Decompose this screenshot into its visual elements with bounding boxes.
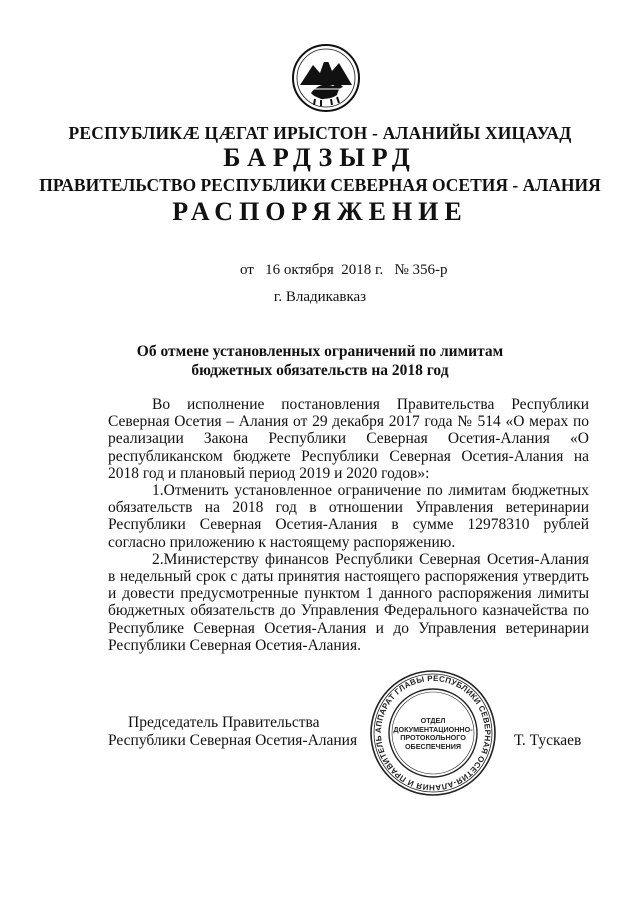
city: г. Владикавказ: [273, 289, 367, 305]
russian-government-title: ПРАВИТЕЛЬСТВО РЕСПУБЛИКИ СЕВЕРНАЯ ОСЕТИЯ - АЛАНИЯ: [39, 175, 601, 195]
ossetian-document-type: БАРДЗЫРД: [223, 143, 417, 172]
stamp-ring-text: АППАРАТ ГЛАВЫ РЕСПУБЛИКИ СЕВЕРНАЯ ОСЕТИЯ-АЛАНИЯ И ПРАВИТЕЛЬ: [373, 673, 493, 793]
stamp-line-2: ДОКУМЕНТАЦИОННО-: [393, 724, 473, 734]
stamp-line-1: ОТДЕЛ: [420, 716, 446, 725]
subject-line-1: Об отмене установленных ограничений по лимитам: [136, 343, 504, 360]
ossetian-government-title: РЕСПУБЛИКӔ ЦӔГАТ ИРЫСТОН - АЛАНИЙЫ ХИЦАУАД: [68, 123, 572, 143]
stamp-line-3: ПРОТОКОЛЬНОГО: [400, 733, 466, 743]
russian-document-type: РАСПОРЯЖЕНИЕ: [172, 197, 468, 226]
stamp-line-4: ОБЕСПЕЧЕНИЯ: [404, 741, 462, 751]
date-and-number: от 16 октября 2018 г. № 356-р: [240, 262, 448, 278]
document-subject: [0, 342, 640, 380]
stamp-center-text: [369, 717, 497, 751]
preamble-paragraph: Во исполнение постановления Правительства Республики Северная Осетия – Алания от 29 декабря 2017 года № 514 «О мерах по реализации Закона Республики Северная Осетия-Алания «О республиканском бюджете Республики Северная Осетия-Алания на 2018 год и плановый период 2019 и 2020 годов»:: [108, 396, 589, 482]
signatory-position-line-1: Председатель Правительства: [128, 714, 320, 731]
subject-line-2: бюджетных обязательств на 2018 год: [191, 362, 449, 379]
signatory-position: [108, 714, 357, 750]
official-stamp: [369, 669, 497, 797]
signatory-name: Т. Тускаев: [514, 732, 582, 749]
clause-2-paragraph: 2.Министерству финансов Республики Северная Осетия-Алания в недельный срок с даты принятия настоящего распоряжения утвердить и довести предусмотренные пунктом 1 данного распоряжения лимиты бюджетных обязательств до Управления Федерального казначейства по Республике Северная Осетия-Алания и до Управления ветеринарии Республики Северная Осетия-Алания.: [108, 550, 589, 654]
document-body: [108, 396, 589, 654]
signatory-position-line-2: Республики Северная Осетия-Алания: [108, 732, 358, 749]
coat-of-arms-icon: [291, 43, 361, 113]
clause-1-paragraph: 1.Отменить установленное ограничение по лимитам бюджетных обязательств на 2018 год в отношении Управления ветеринарии Республики Северная Осетия-Алания в сумме 12978310 рублей согласно приложению к настоящему распоряжению.: [108, 482, 589, 551]
